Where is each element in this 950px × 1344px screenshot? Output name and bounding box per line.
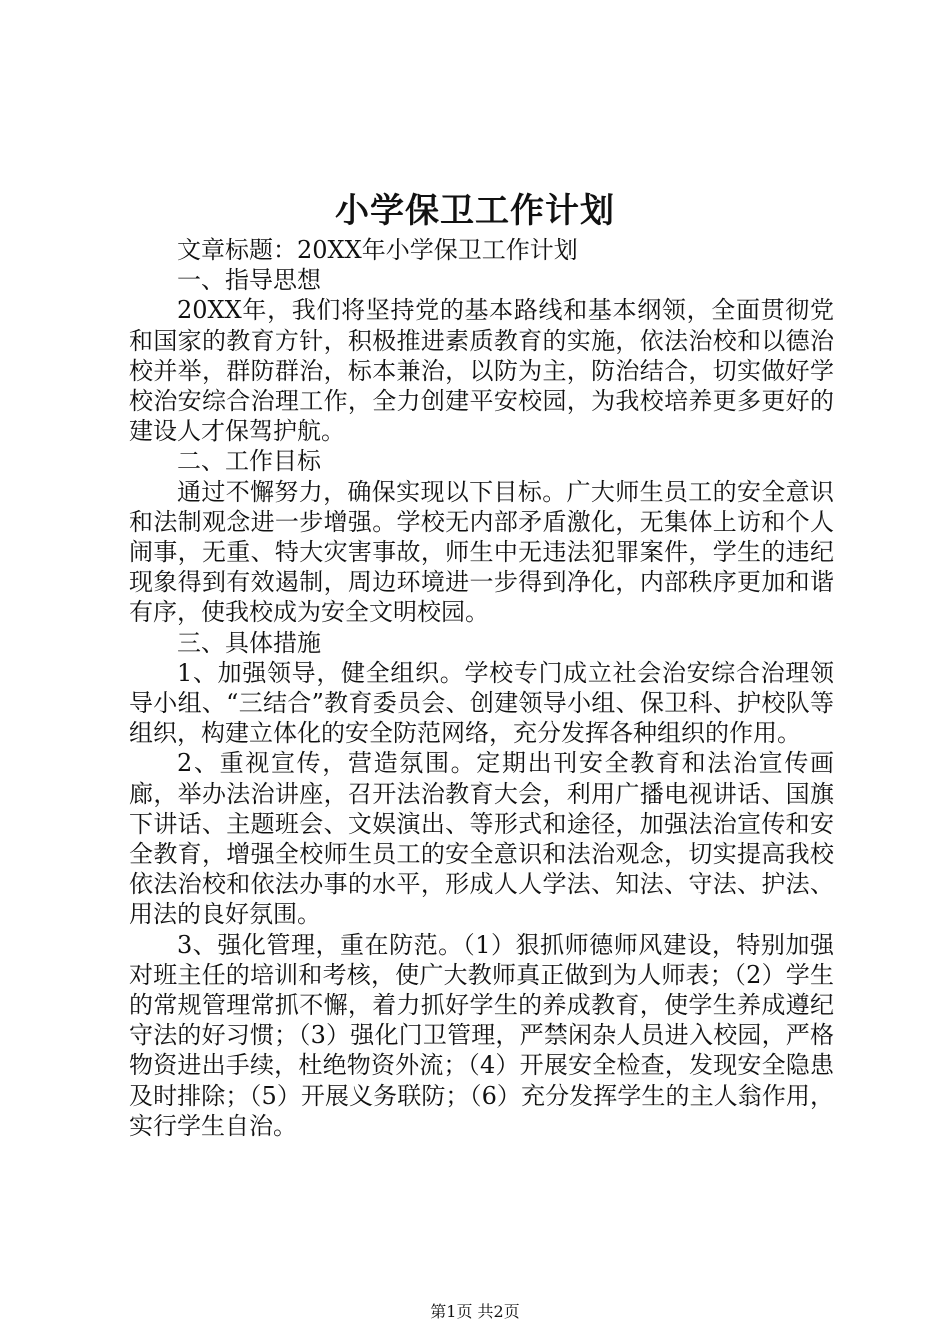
section-heading-3: 三、具体措施 bbox=[177, 628, 321, 657]
paragraph: 2、重视宣传，营造氛围。定期出刊安全教育和法治宣传画廊，举办法治讲座，召开法治教育大会，利用广播电视讲话、国旗下讲话、主题班会、文娱演出、等形式和途径，加强法治宣传和安全教育，增强全校师生员工的安全意识和法治观念，切实提高我校依法治校和依法办事的水平，形成人人学法、知法、守法、护法、用法的良好氛围。 bbox=[129, 749, 834, 929]
section-heading-1: 一、指导思想 bbox=[177, 266, 321, 295]
paragraph: 3、强化管理，重在防范。（1）狠抓师德师风建设，特别加强对班主任的培训和考核，使广大教师真正做到为人师表；（2）学生的常规管理常抓不懈，着力抓好学生的养成教育，使学生养成遵纪守法的好习惯；（3）强化门卫管理，严禁闲杂人员进入校园，严格物资进出手续，杜绝物资外流；（4）开展安全检查，发现安全隐患及时排除；（5）开展义务联防；（6）充分发挥学生的主人翁作用，实行学生自治。 bbox=[129, 930, 834, 1140]
document-body bbox=[129, 235, 834, 1141]
section-heading-2: 二、工作目标 bbox=[177, 447, 321, 476]
paragraph: 20XX年，我们将坚持党的基本路线和基本纲领，全面贯彻党和国家的教育方针，积极推进素质教育的实施，依法治校和以德治校并举，群防群治，标本兼治，以防为主，防治结合，切实做好学校治安综合治理工作，全力创建平安校园，为我校培养更多更好的建设人才保驾护航。 bbox=[129, 296, 834, 446]
paragraph: 1、加强领导，健全组织。学校专门成立社会治安综合治理领导小组、“三结合”教育委员会、创建领导小组、保卫科、护校队等组织，构建立体化的安全防范网络，充分发挥各种组织的作用。 bbox=[129, 658, 834, 748]
paragraph: 通过不懈努力，确保实现以下目标。广大师生员工的安全意识和法制观念进一步增强。学校无内部矛盾激化，无集体上访和个人闹事，无重、特大灾害事故，师生中无违法犯罪案件，学生的违纪现象得到有效遏制，周边环境进一步得到净化，内部秩序更加和谐有序，使我校成为安全文明校园。 bbox=[129, 477, 834, 627]
page-footer: 第1页 共2页 bbox=[430, 1302, 520, 1321]
article-title-line: 文章标题：20XX年小学保卫工作计划 bbox=[177, 236, 578, 264]
document-title: 小学保卫工作计划 bbox=[335, 191, 615, 231]
